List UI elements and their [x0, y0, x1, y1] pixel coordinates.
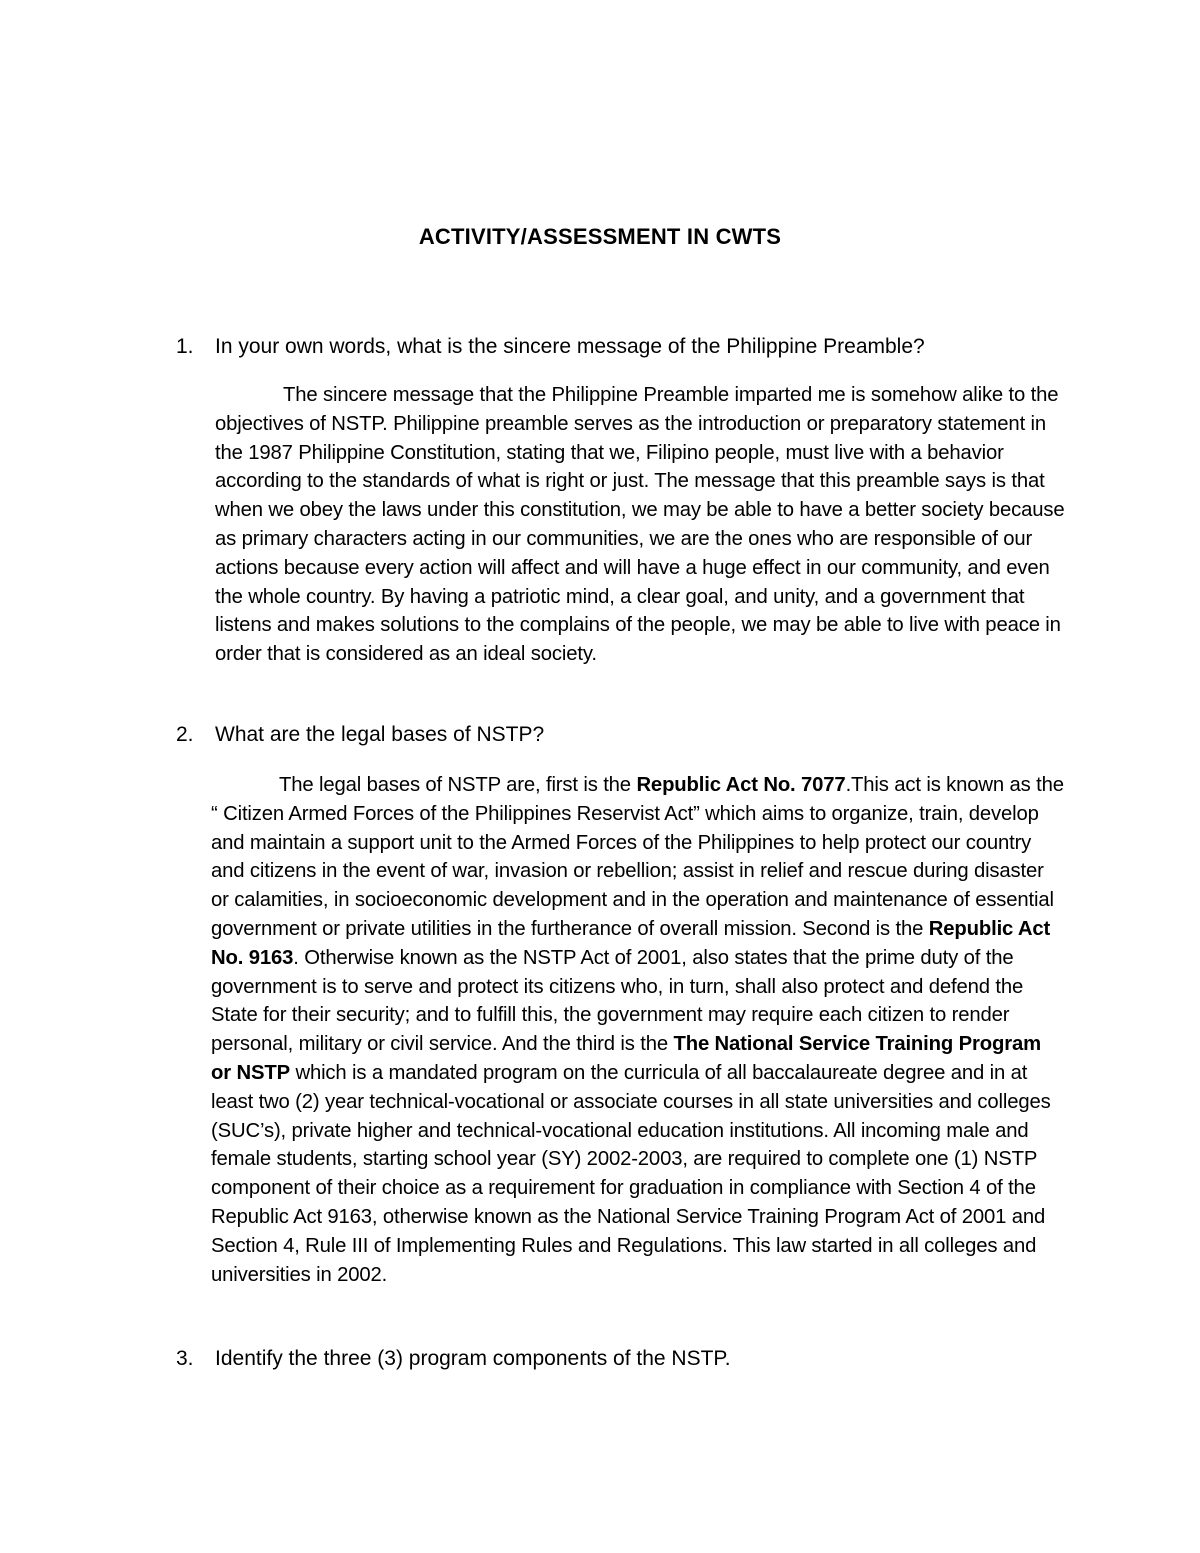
answer-1: The sincere message that the Philippine Preamble imparted me is somehow alike to the objectives of NSTP. Philippine preamble serves as the introduction or preparatory statement in the 1987 Philippine Constitution, stating that we, Filipino people, must live with a behavior according to the standards of what is right or just. The message that this preamble says is that when we obey the laws under this constitution, we may be able to have a better society because as primary characters acting in our communities, we are the ones who are responsible of our actions because every action will affect and will have a huge effect in our community, and even the whole country. By having a patriotic mind, a clear goal, and unity, and a government that listens and makes solutions to the complains of the people, we may be able to live with peace in order that is considered as an ideal society.: [215, 384, 1065, 666]
law-reference-bold: Republic Act No. 7077: [636, 774, 846, 796]
question-number: 1.: [176, 335, 194, 358]
law-reference-bold: Republic Act No. 9163: [211, 917, 1051, 969]
program-reference-bold: The National Service Training Program or NSTP: [211, 1033, 1041, 1084]
question-text: What are the legal bases of NSTP?: [215, 723, 545, 746]
answer-text: .This act is known as the “ Citizen Armed Forces of the Philippines Reservist Act” which aims to organize, train, develop and maintain a support unit to the Armed Forces of the Philippines to help protect our country and citizens in the event of war, invasion or rebellion; assist in relief and rescue during disaster or calamities, in socioeconomic development and in the operation and maintenance of essential government or private utilities in the furtherance of overall mission. Second is the: [211, 774, 1064, 940]
answer-2: [211, 771, 1066, 1289]
question-text: Identify the three (3) program components of the NSTP.: [215, 1347, 731, 1370]
answer-text: . Otherwise known as the NSTP Act of 2001, also states that the prime duty of the government is to serve and protect its citizens who, in turn, shall also protect and defend the State for their security; and to fulfill this, the government may require each citizen to render personal, military or civil service. And the third is the: [211, 946, 1024, 1056]
question-number: 3.: [176, 1347, 194, 1370]
document-title: ACTIVITY/ASSESSMENT IN CWTS: [418, 224, 782, 249]
answer-text: which is a mandated program on the curricula of all baccalaureate degree and in at least two (2) year technical-vocational or associate courses in all state universities and colleges (SUC’s), private higher and technical-vocational education institutions. All incoming male and female students, starting school year (SY) 2002-2003, are required to complete one (1) NSTP component of their choice as a requirement for graduation in compliance with Section 4 of the Republic Act 9163, otherwise known as the National Service Training Program Act of 2001 and Section 4, Rule III of Implementing Rules and Regulations. This law started in all colleges and universities in 2002.: [211, 1061, 1051, 1286]
answer-text: The legal bases of NSTP are, first is the: [279, 774, 637, 796]
question-number: 2.: [176, 723, 194, 746]
question-text: In your own words, what is the sincere message of the Philippine Preamble?: [215, 335, 925, 358]
